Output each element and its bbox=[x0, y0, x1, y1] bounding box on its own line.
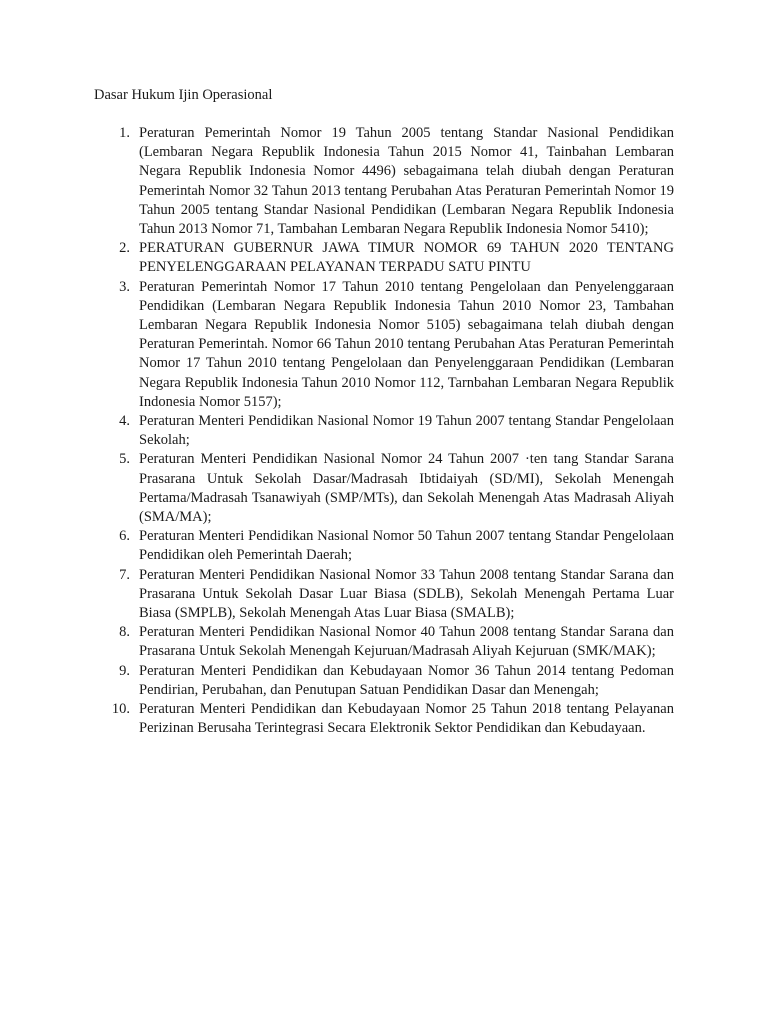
list-item bbox=[0, 450, 768, 527]
list-item-text: Peraturan Pemerintah Nomor 17 Tahun 2010 tentang Pengelolaan dan Penyelenggaraan Pendidikan (Lembaran Negara Republik Indonesia Tahun 2010 Nomor 23, Tambahan Lembaran Negara Republik Indonesia Nomor 5105) sebagaimana telah diubah dengan Peraturan Pemerintah. Nomor 66 Tahun 2010 tentang Perubahan Atas Peraturan Pemerintah Nomor 17 Tahun 2010 tentang Pengelolaan dan Penyelenggaraan Pendidikan (Lembaran Negara Republik Indonesia Tahun 2010 Nomor 112, Tarnbahan Lembaran Negara Republik Indonesia Nomor 5157); bbox=[139, 278, 674, 410]
list-item-number: 10. bbox=[111, 701, 130, 718]
list-item bbox=[0, 566, 768, 624]
list-item bbox=[0, 412, 768, 450]
list-item-text: Peraturan Menteri Pendidikan Nasional Nomor 19 Tahun 2007 tentang Standar Pengelolaan Sekolah; bbox=[139, 413, 674, 449]
list-item-number: 9. bbox=[119, 662, 130, 679]
list-item-text: Peraturan Menteri Pendidikan dan Kebudayaan Nomor 25 Tahun 2018 tentang Pelayanan Perizinan Berusaha Terintegrasi Secara Elektronik Sektor Pendidikan dan Kebudayaan. bbox=[139, 701, 674, 737]
list-item-number: 6. bbox=[119, 528, 130, 545]
list-item-text: Peraturan Menteri Pendidikan Nasional Nomor 33 Tahun 2008 tentang Standar Sarana dan Prasarana Untuk Sekolah Dasar Luar Biasa (SDLB), Sekolah Menengah Pertama Luar Biasa (SMPLB), Sekolah Menengah Atas Luar Biasa (SMALB); bbox=[139, 566, 674, 622]
list-item bbox=[0, 527, 768, 565]
list-item-text: Peraturan Menteri Pendidikan Nasional Nomor 40 Tahun 2008 tentang Standar Sarana dan Prasarana Untuk Sekolah Menengah Kejuruan/Madrasah Aliyah Kejuruan (SMK/MAK); bbox=[139, 624, 674, 660]
list-item-number: 5. bbox=[119, 451, 130, 468]
list-item-text: Peraturan Pemerintah Nomor 19 Tahun 2005 tentang Standar Nasional Pendidikan (Lembaran Negara Republik Indonesia Tahun 2015 Nomor 41, Tainbahan Lembaran Negara Republik Indonesia Nomor 4496) sebagaimana telah diubah dengan Peraturan Pemerintah Nomor 32 Tahun 2013 tentang Perubahan Atas Peraturan Pemerintah Nomor 19 Tahun 2005 tentang Standar Nasional Pendidikan (Lembaran Negara Republik Indonesia Tahun 2013 Nomor 71, Tambahan Lembaran Negara Republik Indonesia Nomor 5410); bbox=[139, 125, 674, 238]
list-item-number: 2. bbox=[119, 240, 130, 257]
list-item-number: 3. bbox=[119, 278, 130, 295]
list-item bbox=[0, 278, 768, 412]
list-item bbox=[0, 700, 768, 738]
list-item-text: PERATURAN GUBERNUR JAWA TIMUR NOMOR 69 TAHUN 2020 TENTANG PENYELENGGARAAN PELAYANAN TERPADU SATU PINTU bbox=[139, 240, 674, 276]
list-item-number: 1. bbox=[119, 125, 130, 141]
list-item-text: Peraturan Menteri Pendidikan Nasional Nomor 50 Tahun 2007 tentang Standar Pengelolaan Pendidikan oleh Pemerintah Daerah; bbox=[139, 528, 674, 564]
list-item-text: Peraturan Menteri Pendidikan dan Kebudayaan Nomor 36 Tahun 2014 tentang Pedoman Pendirian, Perubahan, dan Penutupan Satuan Pendidikan Dasar dan Menengah; bbox=[139, 662, 674, 698]
list-item-number: 4. bbox=[119, 413, 130, 430]
legal-basis-list bbox=[0, 124, 768, 739]
list-item-number: 7. bbox=[119, 566, 130, 583]
document-title: Dasar Hukum Ijin Operasional bbox=[94, 87, 273, 103]
list-item-number: 8. bbox=[119, 624, 130, 641]
list-item bbox=[0, 623, 768, 661]
list-item bbox=[0, 662, 768, 700]
list-item bbox=[0, 239, 768, 277]
list-item bbox=[0, 124, 768, 239]
list-item-text: Peraturan Menteri Pendidikan Nasional Nomor 24 Tahun 2007 ·ten tang Standar Sarana Prasarana Untuk Sekolah Dasar/Madrasah Ibtidaiyah (SD/MI), Sekolah Menengah Pertama/Madrasah Tsanawiyah (SMP/MTs), dan Sekolah Menengah Atas Madrasah Aliyah (SMA/MA); bbox=[139, 451, 674, 526]
